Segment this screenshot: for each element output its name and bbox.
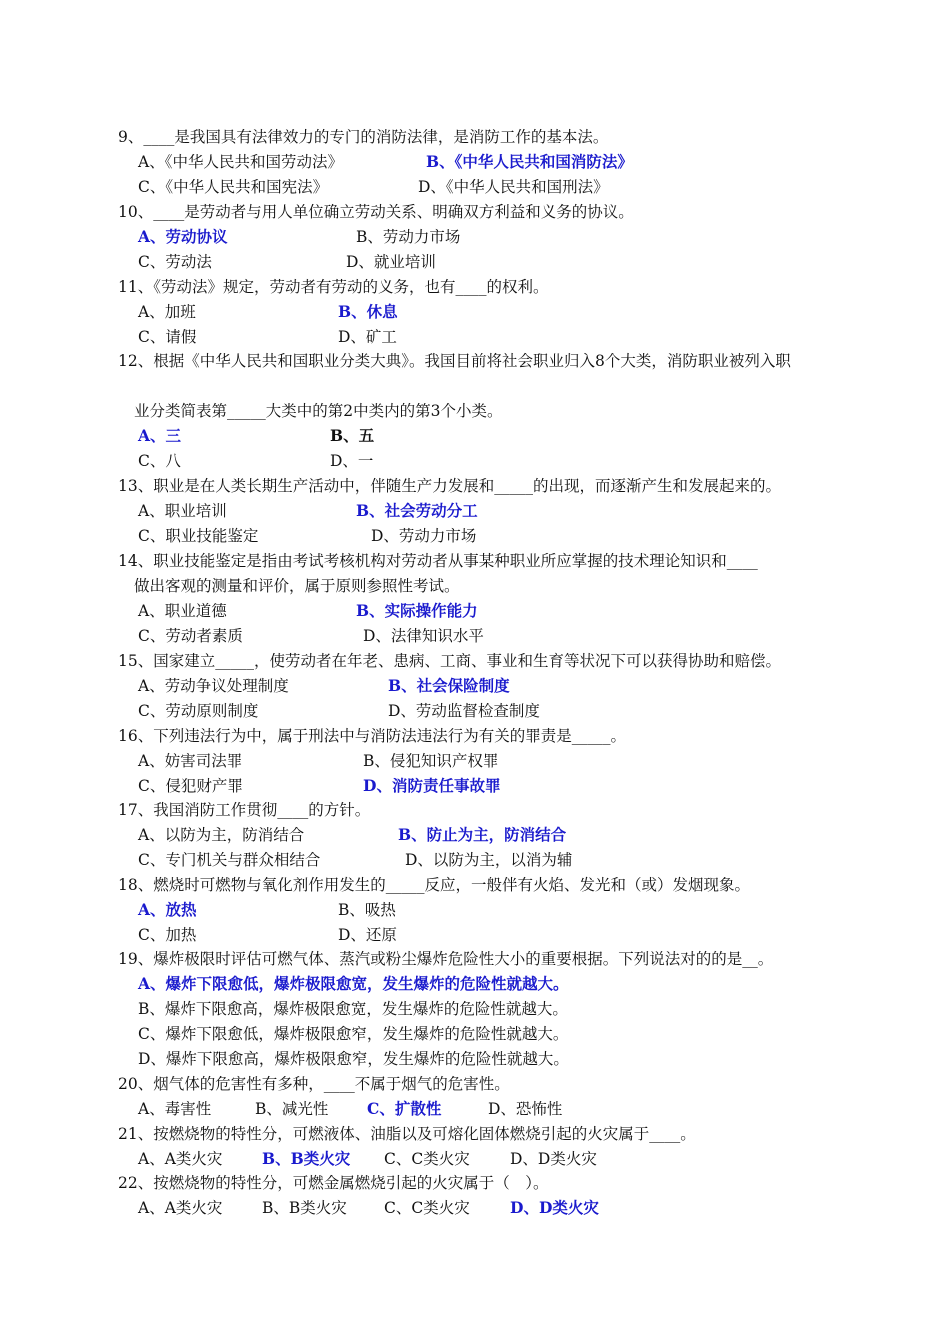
q22-option-a: A、A类火灾	[138, 1199, 223, 1217]
question-21-stem: 21、按燃烧物的特性分，可燃液体、油脂以及可熔化固体燃烧引起的火灾属于____。	[118, 1125, 696, 1143]
question-9-stem: 9、____是我国具有法律效力的专门的消防法律，是消防工作的基本法。	[118, 128, 609, 146]
q18-option-c: C、加热	[138, 926, 197, 944]
q11-option-a: A、加班	[138, 303, 196, 321]
q18-option-a-answer: A、放热	[138, 900, 197, 919]
q13-option-c: C、职业技能鉴定	[138, 527, 259, 545]
q9-option-a: A、《中华人民共和国劳动法》	[138, 153, 343, 171]
q9-option-b-answer: B、《中华人民共和国消防法》	[426, 152, 633, 171]
q14-option-b-answer: B、实际操作能力	[356, 601, 478, 620]
q19-option-c: C、爆炸下限愈低，爆炸极限愈窄，发生爆炸的危险性就越大。	[138, 1025, 569, 1043]
q17-option-b-answer: B、防止为主，防消结合	[398, 825, 567, 844]
q11-option-d: D、矿工	[338, 328, 397, 346]
question-19-stem: 19、爆炸极限时评估可燃气体、蒸汽或粉尘爆炸危险性大小的重要根据。下列说法对的的是__。	[118, 950, 774, 968]
q12-option-d: D、一	[330, 452, 374, 470]
question-22-stem: 22、按燃烧物的特性分，可燃金属燃烧引起的火灾属于（ ）。	[118, 1174, 549, 1192]
question-14-stem-continued: 做出客观的测量和评价，属于原则参照性考试。	[134, 577, 460, 595]
q11-option-b-answer: B、休息	[338, 302, 398, 321]
q21-option-b-answer: B、B类火灾	[262, 1149, 351, 1168]
q11-option-c: C、请假	[138, 328, 197, 346]
question-18-stem: 18、燃烧时可燃物与氧化剂作用发生的_____反应，一般伴有火焰、发光和（或）发烟现象。	[118, 876, 750, 894]
q19-option-d: D、爆炸下限愈高，爆炸极限愈窄，发生爆炸的危险性就越大。	[138, 1050, 569, 1068]
q17-option-c: C、专门机关与群众相结合	[138, 851, 321, 869]
q12-option-b: B、五	[330, 426, 375, 445]
q16-option-d-answer: D、消防责任事故罪	[363, 776, 501, 795]
q17-option-a: A、以防为主，防消结合	[138, 826, 305, 844]
q19-option-a-answer: A、爆炸下限愈低，爆炸极限愈宽，发生爆炸的危险性就越大。	[138, 974, 569, 993]
q21-option-d: D、D类火灾	[510, 1150, 597, 1168]
q15-option-b-answer: B、社会保险制度	[388, 676, 510, 695]
q15-option-c: C、劳动原则制度	[138, 702, 259, 720]
question-14-stem: 14、职业技能鉴定是指由考试考核机构对劳动者从事某种职业所应掌握的技术理论知识和____	[118, 552, 758, 570]
q18-option-d: D、还原	[338, 926, 397, 944]
q14-option-c: C、劳动者素质	[138, 627, 243, 645]
question-20-stem: 20、烟气体的危害性有多种，____不属于烟气的危害性。	[118, 1075, 510, 1093]
question-13-stem: 13、职业是在人类长期生产活动中，伴随生产力发展和_____的出现，而逐渐产生和发展起来的。	[118, 477, 781, 495]
q22-option-b: B、B类火灾	[262, 1199, 347, 1217]
q12-option-c: C、八	[138, 452, 181, 470]
q18-option-b: B、吸热	[338, 901, 396, 919]
q21-option-c: C、C类火灾	[384, 1150, 470, 1168]
q10-option-c: C、劳动法	[138, 253, 212, 271]
question-12-stem: 12、根据《中华人民共和国职业分类大典》。我国目前将社会职业归入8个大类，消防职业被列入职	[118, 352, 791, 370]
q16-option-c: C、侵犯财产罪	[138, 777, 243, 795]
q9-option-c: C、《中华人民共和国宪法》	[138, 178, 329, 196]
q15-option-a: A、劳动争议处理制度	[138, 677, 289, 695]
q16-option-b: B、侵犯知识产权罪	[363, 752, 499, 770]
q20-option-c-answer: C、扩散性	[367, 1099, 442, 1118]
q20-option-d: D、恐怖性	[488, 1100, 563, 1118]
question-17-stem: 17、我国消防工作贯彻____的方针。	[118, 801, 371, 819]
q22-option-c: C、C类火灾	[384, 1199, 470, 1217]
q9-option-d: D、《中华人民共和国刑法》	[418, 178, 609, 196]
q12-option-a-answer: A、三	[138, 426, 182, 445]
q10-option-d: D、就业培训	[346, 253, 436, 271]
q17-option-d: D、以防为主，以消为辅	[405, 851, 573, 869]
question-15-stem: 15、国家建立_____，使劳动者在年老、患病、工商、事业和生育等状况下可以获得协助和赔偿。	[118, 652, 781, 670]
question-11-stem: 11、《劳动法》规定，劳动者有劳动的义务，也有____的权利。	[118, 278, 549, 296]
q19-option-b: B、爆炸下限愈高，爆炸极限愈宽，发生爆炸的危险性就越大。	[138, 1000, 568, 1018]
q16-option-a: A、妨害司法罪	[138, 752, 243, 770]
q13-option-a: A、职业培训	[138, 502, 227, 520]
q10-option-a-answer: A、劳动协议	[138, 227, 228, 246]
question-10-stem: 10、____是劳动者与用人单位确立劳动关系、明确双方利益和义务的协议。	[118, 203, 634, 221]
q13-option-d: D、劳动力市场	[371, 527, 477, 545]
question-12-stem-continued: 业分类简表第_____大类中的第2中类内的第3个小类。	[134, 402, 503, 420]
q10-option-b: B、劳动力市场	[356, 228, 461, 246]
q22-option-d-answer: D、D类火灾	[510, 1198, 599, 1217]
q21-option-a: A、A类火灾	[138, 1150, 223, 1168]
q13-option-b-answer: B、社会劳动分工	[356, 501, 478, 520]
question-16-stem: 16、下列违法行为中，属于刑法中与消防法违法行为有关的罪责是_____。	[118, 727, 626, 745]
q15-option-d: D、劳动监督检查制度	[388, 702, 540, 720]
q14-option-a: A、职业道德	[138, 602, 227, 620]
q20-option-a: A、毒害性	[138, 1100, 212, 1118]
q14-option-d: D、法律知识水平	[363, 627, 484, 645]
q20-option-b: B、减光性	[255, 1100, 329, 1118]
